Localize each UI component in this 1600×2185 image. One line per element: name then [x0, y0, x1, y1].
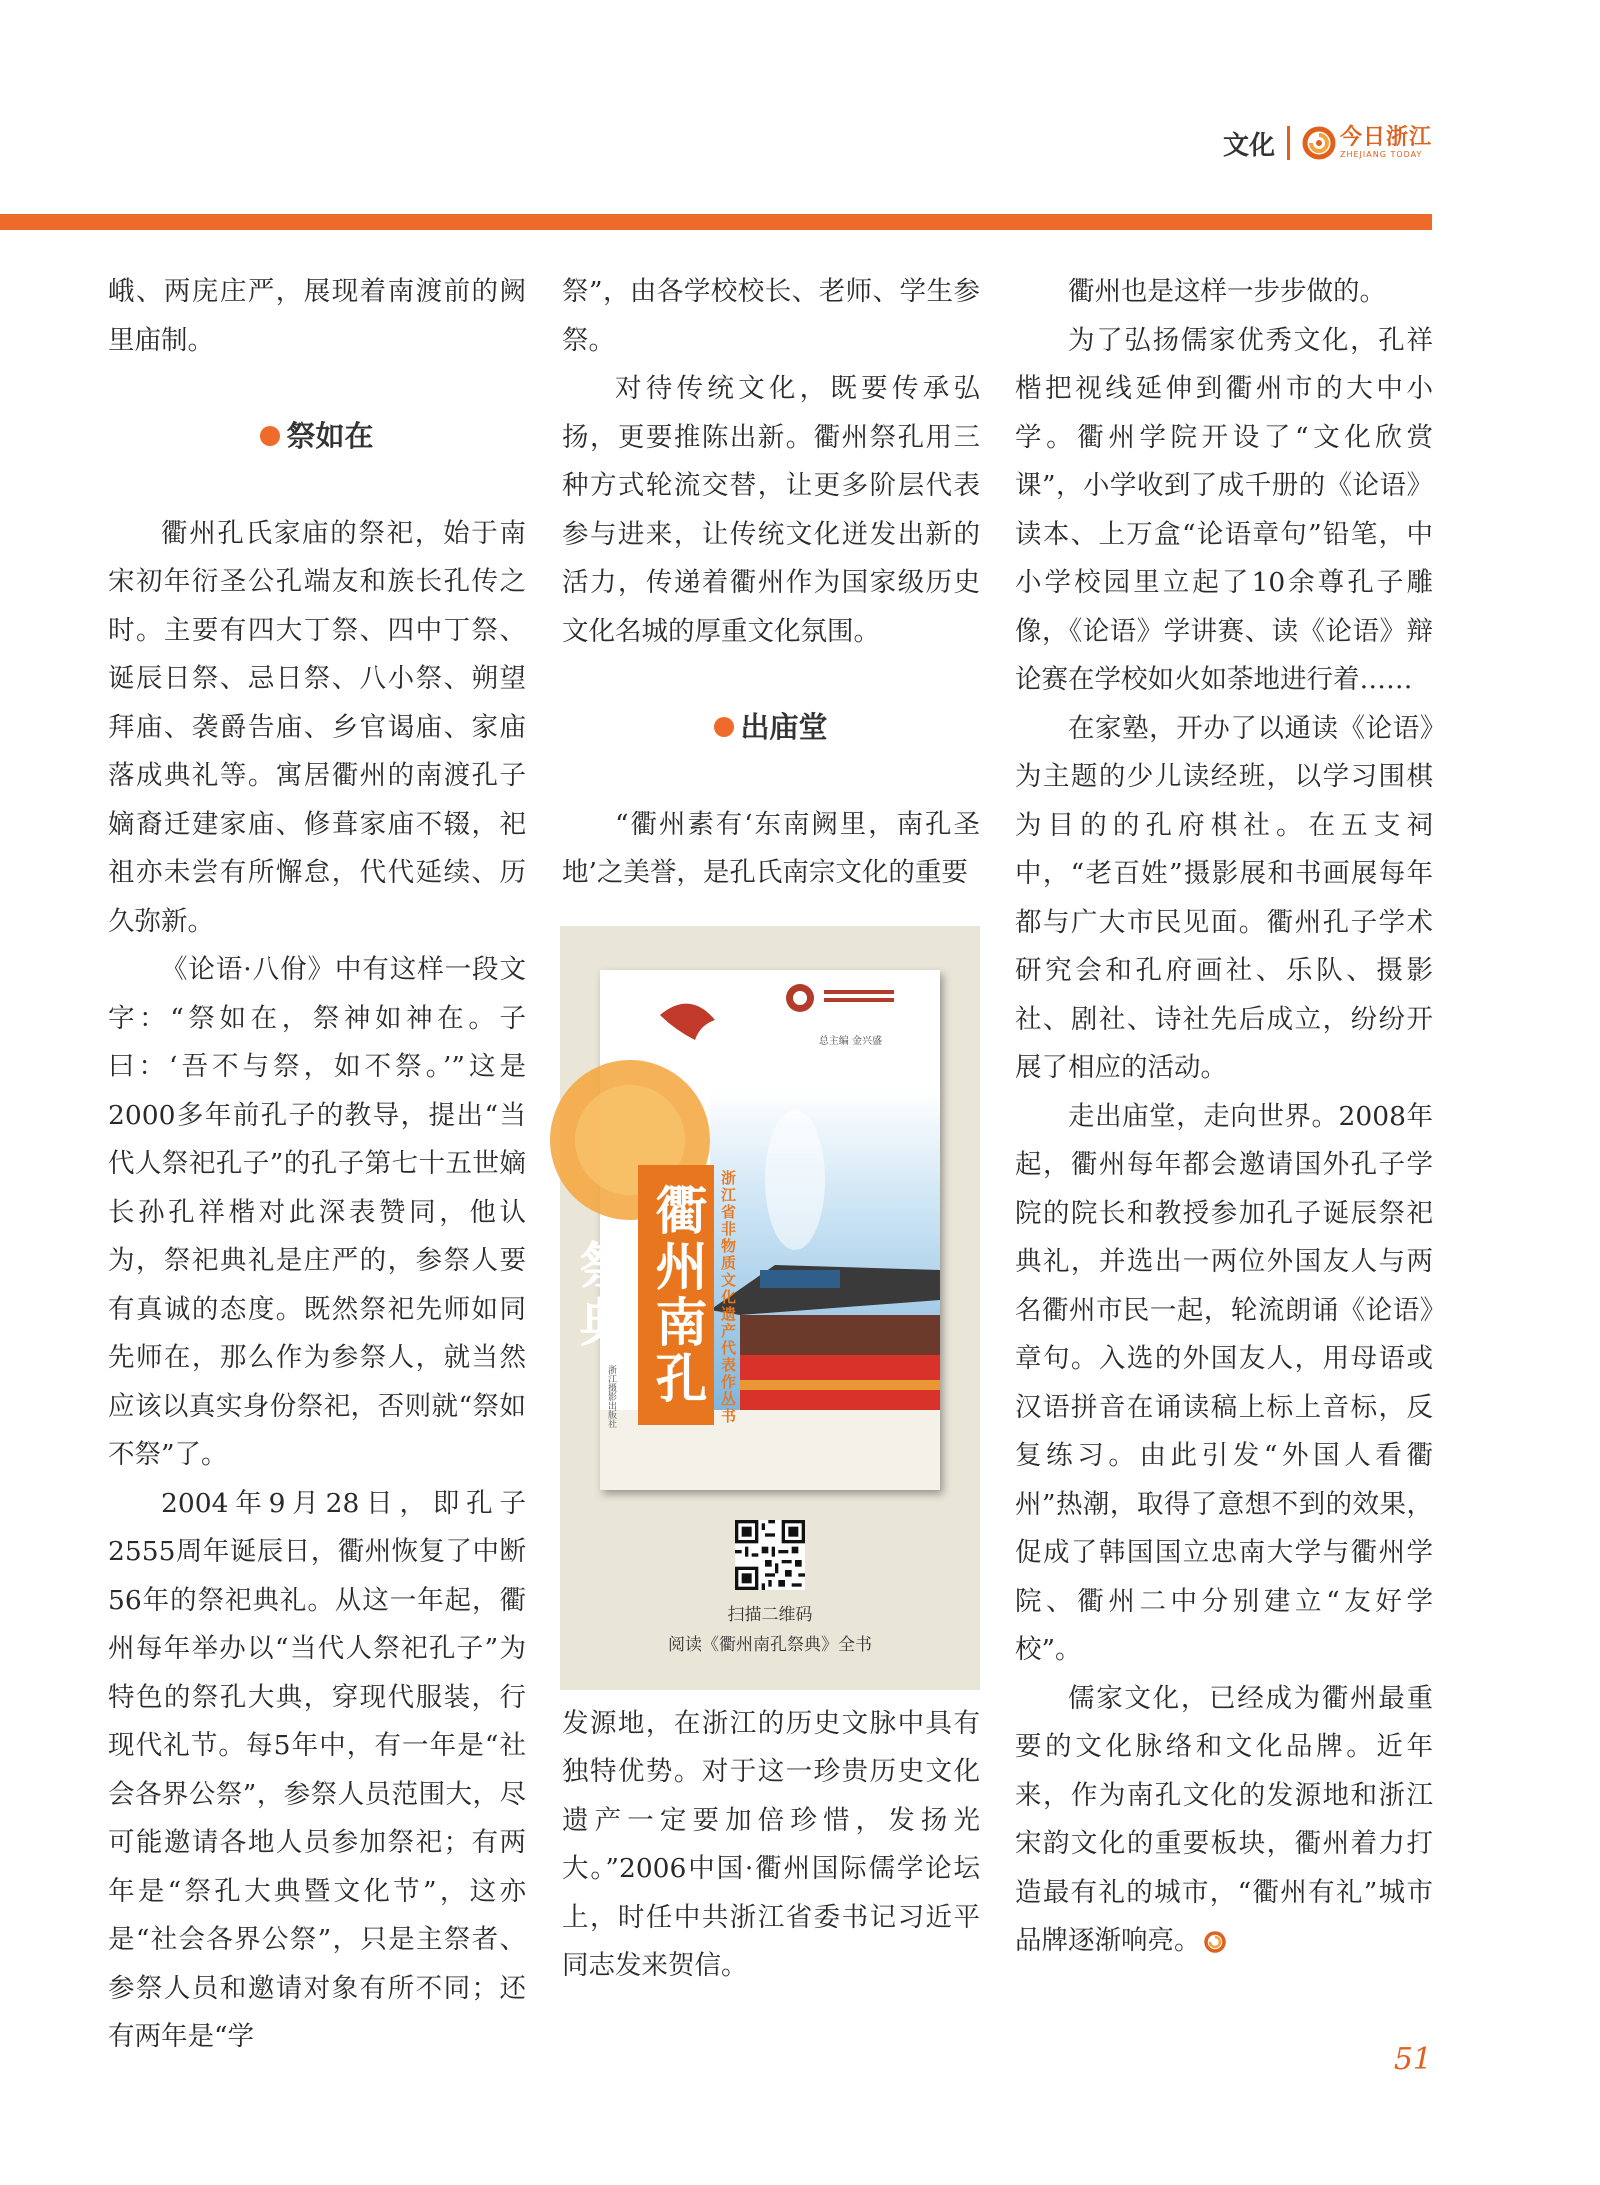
logo-text: 今日浙江	[1339, 125, 1432, 150]
paragraph: 衢州也是这样一步步做的。	[1068, 276, 1386, 307]
header-accent-bar	[0, 214, 1432, 230]
figure-caption-line-2: 阅读《衢州南孔祭典》全书	[668, 1634, 872, 1655]
section-label: 文化	[1222, 130, 1275, 161]
paragraph-last	[1015, 1675, 1433, 1966]
paragraph: 对待传统文化，既要传承弘扬，更要推陈出新。衢州祭孔用三种方式轮流交替，让更多阶层代表参与进来，让传统文化迸发出新的活力，传递着衢州作为国家级历史文化名城的厚重文化氛围。	[562, 373, 980, 647]
section-heading	[562, 703, 980, 752]
paragraph: 峨、两庑庄严，展现着南渡前的阙里庙制。	[108, 276, 526, 356]
paragraph: 在家塾，开办了以通读《论语》为主题的少儿读经班，以学习围棋为目的的孔府棋社。在五支祠中，“老百姓”摄影展和书画展每年都与广大市民见面。衢州孔子学术研究会和孔府画社、乐队、摄影社、剧社、诗社先后成立，纷纷开展了相应的活动。	[1015, 712, 1433, 1083]
article-column-3	[1015, 268, 1433, 1966]
paragraph-text: 儒家文化，已经成为衢州最重要的文化脉络和文化品牌。近年来，作为南孔文化的发源地和浙江宋韵文化的重要板块，衢州着力打造最有礼的城市，“衢州有礼”城市品牌逐渐响亮。	[1015, 1682, 1433, 1956]
page-header	[1223, 118, 1432, 168]
bullet-dot-icon	[260, 426, 280, 446]
logo-swirl-icon	[1302, 126, 1336, 160]
qr-code-icon[interactable]	[735, 1520, 805, 1590]
magazine-logo	[1302, 126, 1432, 160]
section-heading-text: 祭如在	[286, 419, 374, 453]
article-column-1	[108, 268, 526, 2062]
book-publisher: 浙江摄影出版社	[606, 1364, 616, 1428]
figure-caption-line-1: 扫描二维码	[727, 1604, 813, 1625]
book-editor: 总主编 金兴盛	[818, 1035, 882, 1047]
paragraph: 发源地，在浙江的历史文脉中具有独特优势。对于这一珍贵历史文化遗产一定要加倍珍惜，发扬光大。”2006中国·衢州国际儒学论坛上，时任中共浙江省委书记习近平同志发来贺信。	[562, 1707, 980, 1981]
paragraph: “衢州素有‘东南阙里，南孔圣地’之美誉，是孔氏南宗文化的重要	[562, 808, 980, 888]
paragraph: 《论语·八佾》中有这样一段文字：“祭如在，祭神如神在。子曰：‘吾不与祭，如不祭。’”这是2000多年前孔子的教导，提出“当代人祭祀孔子”的孔子第七十五世嫡长孙孔祥楷对此深表赞同，他认为，祭祀典礼是庄严的，参祭人要有真诚的态度。既然祭祀先师如同先师在，那么作为参祭人，就当然应该以真实身份祭祀，否则就“祭如不祭”了。	[108, 954, 526, 1470]
header-divider	[1287, 126, 1290, 160]
section-heading	[108, 412, 526, 461]
paragraph: 衢州孔氏家庙的祭祀，始于南宋初年衍圣公孔端友和族长孔传之时。主要有四大丁祭、四中丁祭、诞辰日祭、忌日祭、八小祭、朔望拜庙、袭爵告庙、乡官谒庙、家庙落成典礼等。寓居衢州的南渡孔子嫡裔迁建家庙、修葺家庙不辍，祀祖亦未尝有所懈怠，代代延续、历久弥新。	[108, 517, 526, 937]
paragraph: 祭”，由各学校校长、老师、学生参祭。	[562, 276, 980, 356]
book-promo-figure	[560, 926, 980, 1690]
article-end-icon	[1203, 1930, 1227, 1954]
page-number: 51	[1393, 2042, 1432, 2077]
book-title: 衢州南孔祭典	[638, 1165, 714, 1425]
paragraph: 2004年9月28日，即孔子2555周年诞辰日，衢州恢复了中断56年的祭祀典礼。从这一年起，衢州每年举办以“当代人祭祀孔子”为特色的祭孔大典，穿现代服装，行现代礼节。每5年中，有一年是“社会各界公祭”，参祭人员范围大，尽可能邀请各地人员参加祭祀；有两年是“祭孔大典暨文化节”，这亦是“社会各界公祭”，只是主祭者、参祭人员和邀请对象有所不同；还有两年是“学	[108, 1487, 526, 2052]
bullet-dot-icon	[714, 717, 734, 737]
section-heading-text: 出庙堂	[740, 710, 828, 744]
logo-subtext: ZHEJIANG TODAY	[1339, 150, 1423, 159]
article-column-2	[562, 268, 980, 1991]
paragraph: 走出庙堂，走向世界。2008年起，衢州每年都会邀请国外孔子学院的院长和教授参加孔子诞辰祭祀典礼，并选出一两位外国友人与两名衢州市民一起，轮流朗诵《论语》章句。入选的外国友人，用母语或汉语拼音在诵读稿上标上音标，反复练习。由此引发“外国人看衢州”热潮，取得了意想不到的效果，促成了韩国国立忠南大学与衢州学院、衢州二中分别建立“友好学校”。	[1015, 1100, 1433, 1665]
book-cover	[570, 970, 940, 1490]
book-series: 浙江省非物质文化遗产代表作丛书	[719, 1169, 737, 1425]
paragraph: 为了弘扬儒家优秀文化，孔祥楷把视线延伸到衢州市的大中小学。衢州学院开设了“文化欣赏课”，小学收到了成千册的《论语》读本、上万盒“论语章句”铅笔，中小学校园里立起了10余尊孔子雕像，《论语》学讲赛、读《论语》辩论赛在学校如火如荼地进行着……	[1015, 324, 1433, 695]
